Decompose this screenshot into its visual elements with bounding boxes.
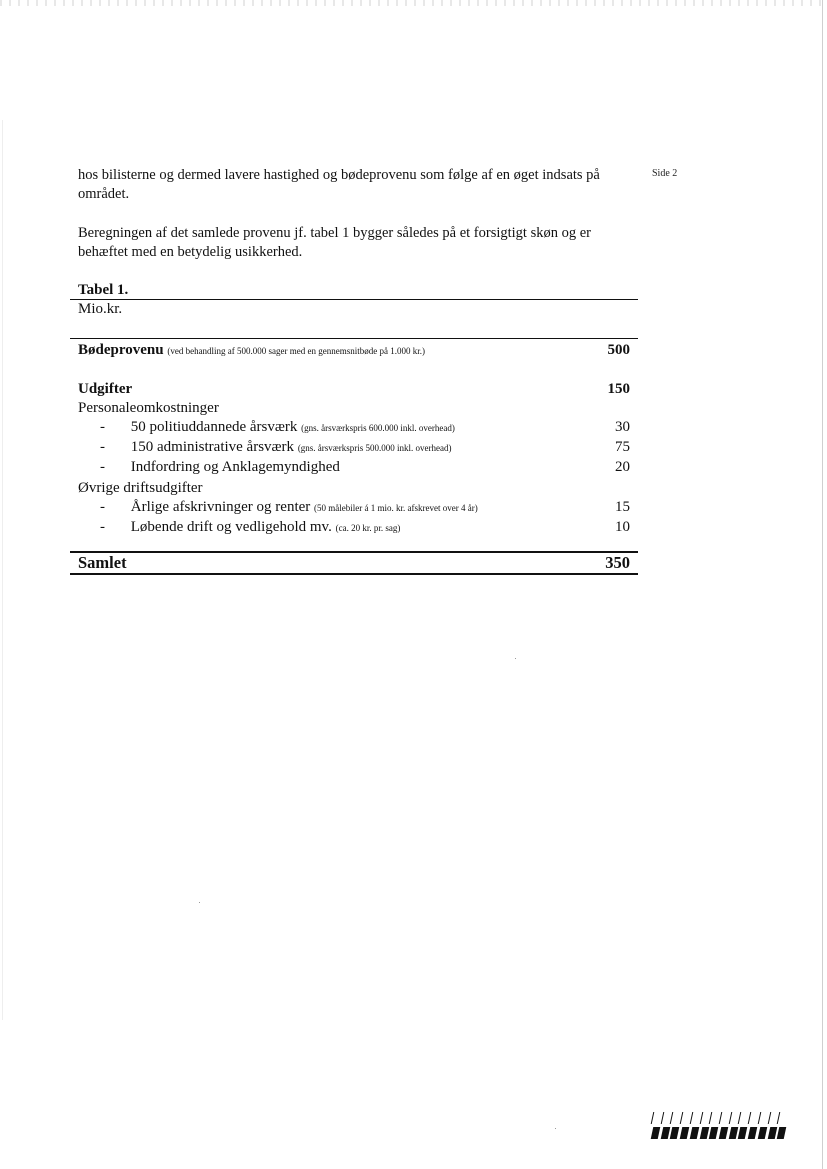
barcode-stripe — [728, 1112, 731, 1124]
barcode-stripe — [719, 1127, 728, 1139]
bullet-dash: - — [100, 439, 105, 455]
barcode — [652, 1112, 786, 1142]
table-row — [70, 437, 638, 457]
barcode-bold-row — [652, 1127, 786, 1139]
item-label: Løbende drift og vedligehold mv. — [130, 519, 332, 535]
paragraph-2: Beregningen af det samlede provenu jf. tabel 1 bygger således på et forsigtigt skøn og er behæftet med en betydelig usikkerhed. — [78, 225, 591, 260]
barcode-stripe — [728, 1127, 737, 1139]
barcode-stripe — [719, 1112, 722, 1124]
total-row — [70, 553, 638, 573]
barcode-stripe — [748, 1112, 751, 1124]
barcode-stripe — [651, 1127, 660, 1139]
barcode-stripe — [758, 1112, 761, 1124]
item-note: (gns. årsværkspris 600.000 inkl. overhead) — [301, 423, 455, 433]
item-label: 150 administrative årsværk — [130, 439, 295, 455]
barcode-stripe — [777, 1112, 780, 1124]
barcode-stripe — [690, 1127, 699, 1139]
scan-speck — [555, 1128, 556, 1129]
scan-left-edge — [2, 120, 3, 1020]
table-row — [70, 417, 638, 437]
item-value: 30 — [615, 419, 630, 435]
barcode-stripe — [767, 1127, 776, 1139]
item-note: (gns. årsværkspris 500.000 inkl. overhead) — [297, 443, 452, 453]
barcode-stripe — [699, 1112, 702, 1124]
barcode-stripe — [767, 1112, 770, 1124]
total-label: Samlet — [78, 553, 127, 572]
expenses-row — [70, 379, 638, 399]
barcode-stripe — [690, 1112, 693, 1124]
table-row — [70, 457, 638, 477]
expenses-value: 150 — [607, 381, 630, 397]
barcode-thin-row — [652, 1112, 786, 1124]
item-note: (50 målebiler á 1 mio. kr. afskrevet over 4 år) — [314, 503, 478, 513]
barcode-stripe — [670, 1112, 673, 1124]
paragraph-1: hos bilisterne og dermed lavere hastighed og bødeprovenu som følge af en øget indsats på området. — [78, 167, 600, 202]
item-label: Årlige afskrivninger og renter — [130, 499, 311, 515]
scan-right-edge — [822, 0, 823, 1169]
operations-label: Øvrige driftsudgifter — [78, 480, 203, 496]
barcode-stripe — [777, 1127, 786, 1139]
barcode-stripe — [699, 1127, 708, 1139]
item-note: (ca. 20 kr. pr. sag) — [335, 523, 401, 533]
table-row — [70, 497, 638, 517]
revenue-value: 500 — [607, 342, 630, 358]
total-bottom-rule — [70, 573, 638, 575]
table-row — [70, 517, 638, 537]
barcode-stripe — [660, 1127, 669, 1139]
barcode-stripe — [670, 1127, 679, 1139]
item-value: 20 — [615, 459, 630, 475]
personnel-label: Personaleomkostninger — [78, 400, 219, 416]
barcode-stripe — [680, 1127, 689, 1139]
item-value: 75 — [615, 439, 630, 455]
barcode-stripe — [709, 1112, 712, 1124]
revenue-row — [70, 340, 638, 360]
table-1 — [70, 282, 638, 575]
bullet-dash: - — [100, 519, 105, 535]
bullet-dash: - — [100, 459, 105, 475]
bullet-dash: - — [100, 499, 105, 515]
revenue-note: (ved behandling af 500.000 sager med en gennemsnitbøde på 1.000 kr.) — [167, 346, 426, 356]
barcode-stripe — [738, 1112, 741, 1124]
item-label: Indfordring og Anklagemyndighed — [130, 459, 340, 475]
page-number: Side 2 — [652, 168, 678, 179]
barcode-stripe — [709, 1127, 718, 1139]
barcode-stripe — [680, 1112, 683, 1124]
barcode-stripe — [758, 1127, 767, 1139]
operations-heading — [70, 479, 638, 497]
barcode-stripe — [738, 1127, 747, 1139]
table-title: Tabel 1. — [78, 282, 129, 298]
barcode-stripe — [748, 1127, 757, 1139]
scan-top-edge — [0, 0, 827, 6]
bullet-dash: - — [100, 419, 105, 435]
barcode-stripe — [660, 1112, 663, 1124]
barcode-stripe — [651, 1112, 654, 1124]
total-value: 350 — [605, 553, 630, 572]
table-unit: Mio.kr. — [78, 301, 123, 317]
scan-speck — [199, 902, 200, 903]
personnel-heading — [70, 399, 638, 417]
expenses-label: Udgifter — [78, 381, 133, 397]
item-label: 50 politiuddannede årsværk — [130, 419, 298, 435]
item-value: 10 — [615, 519, 630, 535]
revenue-label: Bødeprovenu — [78, 342, 164, 358]
scan-speck — [515, 658, 516, 659]
item-value: 15 — [615, 499, 630, 515]
table-header-rule — [70, 338, 638, 339]
